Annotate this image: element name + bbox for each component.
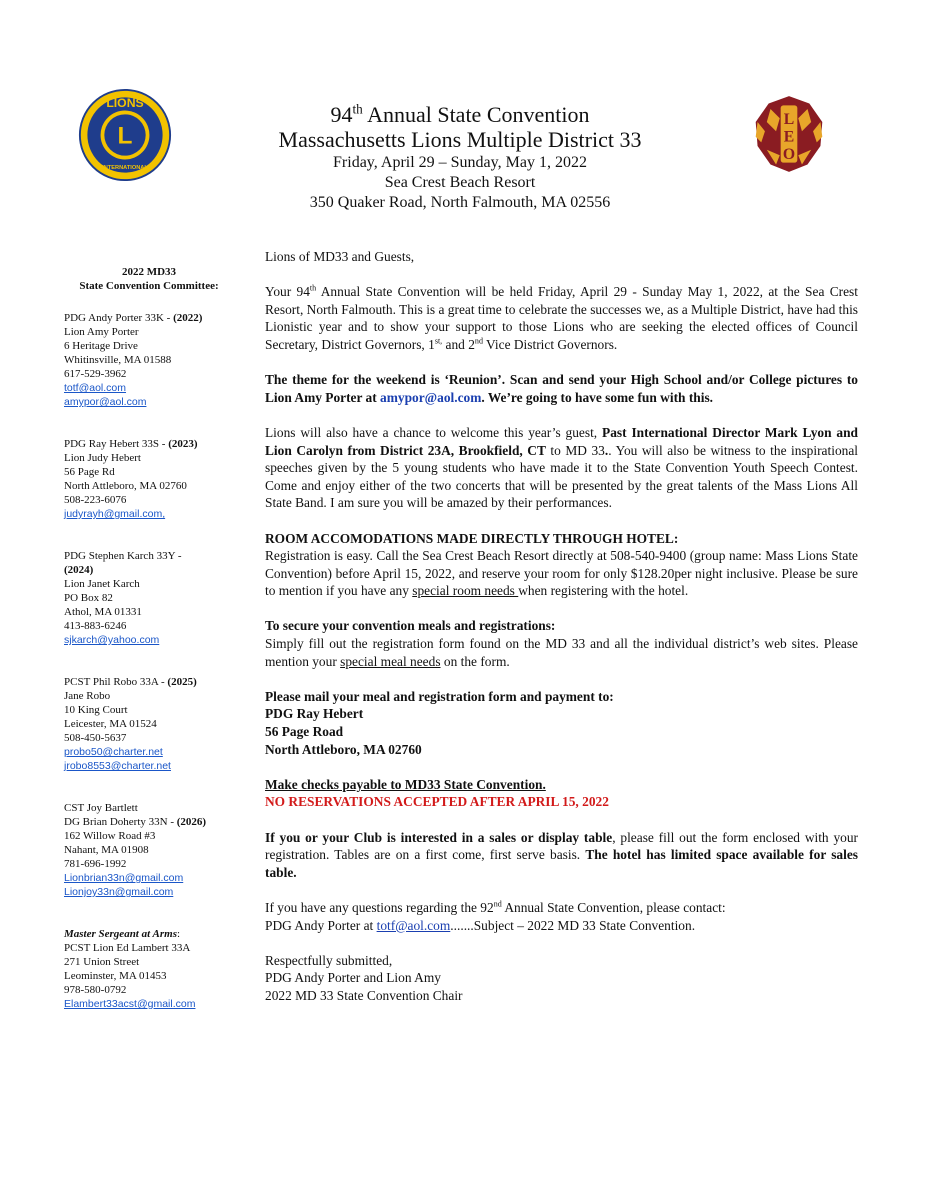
email-link[interactable]: totf@aol.com: [64, 382, 127, 394]
committee-member-block: CST Joy Bartlett DG Brian Doherty 33N - (2026) 162 Willow Road #3 Nahant, MA 01908 781-696-1992 Lionbrian33n@gmail.com Lionjoy33n@gmail.com: [64, 802, 207, 898]
committee-member-block: PCST Phil Robo 33A - (2025) Jane Robo 10 King Court Leicester, MA 01524 508-450-5637 probo50@charter.net jrobo8553@charter.net: [64, 676, 197, 772]
intro-paragraph: Your 94th Annual State Convention will be held Friday, April 29 - Sunday May 1, 2022, at the Sea Crest Resort, North Falmouth. This is a great time to celebrate the successes we, as a Multiple District, have had this Lionistic year and to show your support to those Lions who are seeking the elected offices of Council Secretary, District Governors, $1^{st,}$ and 2nd Vice District Governors.: [265, 283, 858, 352]
email-link[interactable]: jrobo8553@charter.net: [64, 760, 171, 772]
leo-club-logo: [752, 94, 826, 174]
committee-member-block: PDG Andy Porter 33K - (2022) Lion Amy Porter 6 Heritage Drive Whitinsville, MA 01588 617-529-3962 totf@aol.com amypor@aol.com: [64, 312, 203, 408]
email-link[interactable]: amypor@aol.com: [64, 396, 147, 408]
lions-logo-top-text: LIONS: [106, 95, 144, 110]
committee-sidebar: [64, 265, 234, 1039]
venue-name: Sea Crest Beach Resort: [384, 174, 536, 191]
lions-international-logo: [78, 88, 172, 182]
convention-title: 94th Annual State Convention: [330, 101, 590, 127]
email-link[interactable]: Elambert33acst@gmail.com: [64, 998, 196, 1010]
theme-paragraph: The theme for the weekend is ‘Reunion’. Scan and send your High School and/or College pictures to Lion Amy Porter at amypor@aol.com. We’re going to have some fun with this.: [265, 372, 858, 405]
venue-address: 350 Quaker Road, North Falmouth, MA 02556: [309, 194, 611, 211]
email-link[interactable]: Lionjoy33n@gmail.com: [64, 886, 174, 898]
email-link[interactable]: Lionbrian33n@gmail.com: [64, 872, 184, 884]
email-link[interactable]: totf@aol.com: [376, 917, 451, 933]
sidebar-title: 2022 MD33 State Convention Committee:: [79, 266, 219, 292]
greeting: Lions of MD33 and Guests,: [265, 249, 415, 264]
mailing-address: Please mail your meal and registration form and payment to: PDG Ray Hebert 56 Page Road North Attleboro, MA 02760: [265, 688, 614, 757]
email-link[interactable]: probo50@charter.net: [64, 746, 163, 758]
document-header: [230, 102, 690, 213]
reservation-deadline-alert: NO RESERVATIONS ACCEPTED AFTER APRIL 15, 2022: [265, 794, 609, 810]
email-link[interactable]: amypor@aol.com: [380, 389, 482, 405]
payment-notice: Make checks payable to MD33 State Convention. NO RESERVATIONS ACCEPTED AFTER APRIL 15, 2022: [265, 776, 609, 810]
lions-logo-letter: L: [117, 122, 133, 150]
committee-member-block: PDG Ray Hebert 33S - (2023) Lion Judy Hebert 56 Page Rd North Attleboro, MA 02760 508-223-6076 judyrayh@gmail.com,: [64, 438, 198, 520]
leo-letter-l: L: [783, 110, 795, 128]
meals-paragraph: To secure your convention meals and registrations: Simply fill out the registration form found on the MD 33 and all the individual district’s web sites. Please mention your special meal needs on the form.: [265, 618, 858, 669]
sales-table-paragraph: If you or your Club is interested in a sales or display table, please fill out the form enclosed with your registration. Tables are on a first come, first serve basis. The hotel has limited space available for sales table.: [265, 829, 859, 880]
convention-dates: Friday, April 29 – Sunday, May 1, 2022: [333, 154, 587, 171]
closing-signature: Respectfully submitted, PDG Andy Porter and Lion Amy 2022 MD 33 State Convention Chair: [265, 952, 463, 1003]
letter-body: [265, 248, 858, 1022]
guest-paragraph: Lions will also have a chance to welcome this year’s guest, Past International Director Mark Lyon and Lion Carolyn from District 23A, Brookfield, CT to MD 33.. You will also be witness to the inspirational speeches given by the 5 young students who have made it to the State Convention Youth Speech Contest. Come and enjoy either of the two concerts that will be presented by the great talents of the Mass Lions All State Band. I am sure you will be amazed by their performances.: [265, 424, 858, 511]
sergeant-at-arms-block: Master Sergeant at Arms: PCST Lion Ed Lambert 33A 271 Union Street Leominster, MA 01453 978-580-0792 Elambert33acst@gmail.com: [64, 928, 196, 1010]
lions-logo-bottom-text: INTERNATIONAL: [102, 164, 148, 171]
leo-letter-o: O: [782, 145, 796, 163]
accommodations-paragraph: ROOM ACCOMODATIONS MADE DIRECTLY THROUGH HOTEL: Registration is easy. Call the Sea Crest Beach Resort directly at 508-540-9400 (group name: Mass Lions State Convention) before April 15, 2022, and reserve your room for only $128.20per night inclusive. Please be sure to mention if you have any special room needs when registering with the hotel.: [265, 530, 858, 599]
leo-letter-e: E: [783, 128, 795, 146]
email-link[interactable]: judyrayh@gmail.com,: [64, 508, 166, 520]
email-link[interactable]: sjkarch@yahoo.com: [64, 634, 160, 646]
committee-member-block: PDG Stephen Karch 33Y - (2024) Lion Janet Karch PO Box 82 Athol, MA 01331 413-883-6246 sjkarch@yahoo.com: [64, 550, 182, 646]
district-title: Massachusetts Lions Multiple District 33: [278, 127, 642, 152]
contact-paragraph: If you have any questions regarding the 92nd Annual State Convention, please contact: PDG Andy Porter at totf@aol.com.......Subject – 2022 MD 33 State Convention.: [265, 899, 726, 933]
